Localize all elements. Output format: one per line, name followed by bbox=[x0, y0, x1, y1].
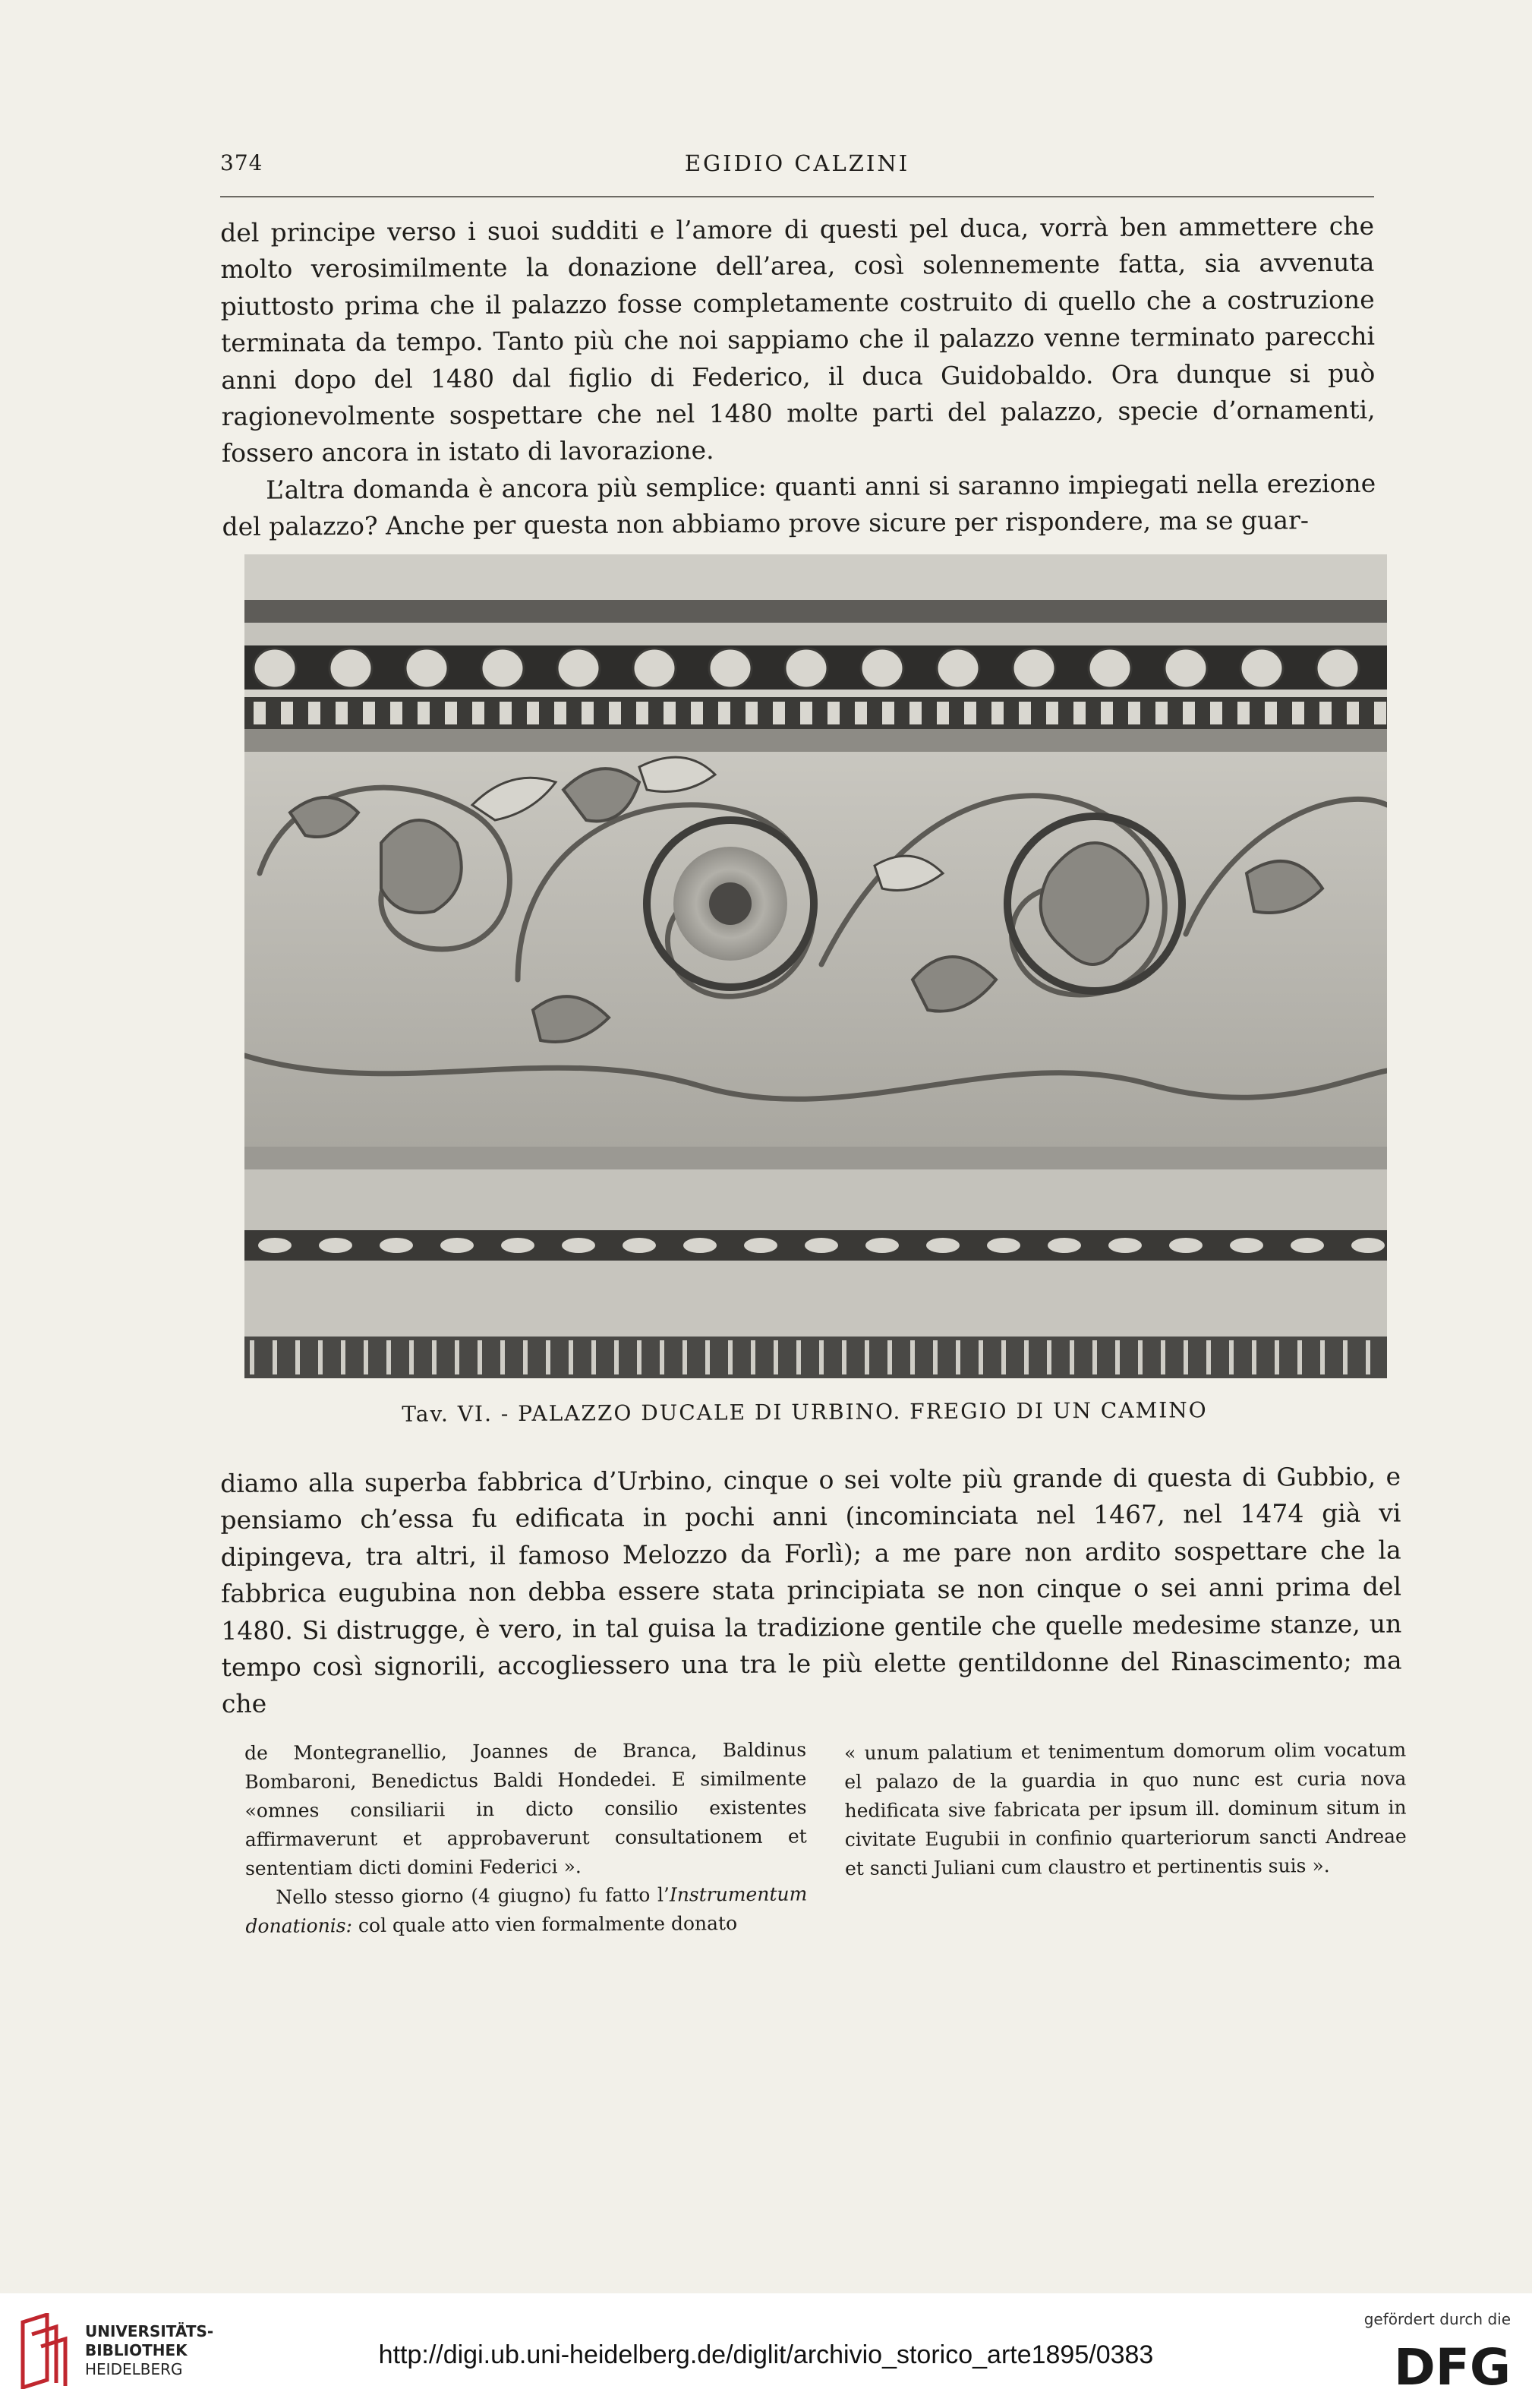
library-name-line: UNIVERSITÄTS- bbox=[85, 2322, 214, 2340]
funder-credit bbox=[1344, 2310, 1511, 2392]
footnote-italic-title: Instrumentum donationis: bbox=[245, 1883, 808, 1937]
frieze-relief-image bbox=[244, 554, 1387, 1378]
paragraph: L’altra domanda è ancora più semplice: quanti anni si saranno impiegati nella erezione del palazzo? Anche per questa non abbiamo prove sicure per rispondere, ma se guar- bbox=[222, 468, 1376, 542]
permalink-url[interactable]: http://digi.ub.uni-heidelberg.de/diglit/archivio_storico_arte1895/0383 bbox=[378, 2340, 1154, 2369]
page-number: 374 bbox=[220, 150, 263, 175]
body-text-bottom bbox=[220, 1459, 1402, 1723]
frieze-photograph bbox=[244, 554, 1387, 1378]
digitization-footer bbox=[0, 2293, 1532, 2408]
plate-caption: Tav. VI. - PALAZZO DUCALE DI URBINO. FREGIO DI UN CAMINO bbox=[402, 1397, 1208, 1427]
footnote-column-right bbox=[844, 1735, 1407, 1883]
library-name-line: BIBLIOTHEK bbox=[85, 2341, 188, 2359]
running-title: EGIDIO CALZINI bbox=[684, 150, 910, 176]
paragraph: del principe verso i suoi sudditi e l’amore di questi pel duca, vorrà ben ammettere che molto verosimilmente la donazione dell’area, così solennemente fatta, sia avvenuta piuttosto prima che il palazzo fosse completamente costruito di quello che a costruzione terminata da tempo. Tanto più che noi sappiamo che il palazzo venne terminato parecchi anni dopo del 1480 dal figlio di Federico, il duca Guidobaldo. Ora dunque si può ragionevolmente sospettare che nel 1480 molte parti del palazzo, specie d’ornamenti, fossero ancora in istato di lavorazione. bbox=[220, 210, 1376, 469]
footnote-text bbox=[245, 1879, 807, 1941]
footnote-text-part: Nello stesso giorno (4 giugno) fu fatto l’ bbox=[276, 1883, 670, 1908]
dfg-logo-icon bbox=[1367, 2339, 1511, 2392]
body-text-top bbox=[220, 208, 1376, 546]
footnote-text: de Montegranellio, Joannes de Branca, Baldinus Bombaroni, Benedictus Baldi Hondedei. E similmente «omnes consiliarii in dicto consilio existentes affirmaverunt et approbaverunt consultationem et sententiam dicti domini Federici ». bbox=[244, 1738, 807, 1879]
dfg-logo-text: DFG bbox=[1393, 2339, 1511, 2392]
footnote-text: « unum palatium et tenimentum domorum olim vocatum el palazo de la guardia in quo nunc est curia nova hedificata sive fabricata per ipsum ill. dominum situm in civitate Eugubii in confinio quarteriorum sancti Andreae et sancti Juliani cum claustro et pertinentis suis ». bbox=[844, 1738, 1407, 1879]
footnote-text-part: col quale atto vien formalmente donato bbox=[351, 1912, 738, 1937]
footnote-column-left bbox=[244, 1735, 808, 1941]
library-name-line: HEIDELBERG bbox=[85, 2360, 183, 2378]
funder-label: gefördert durch die bbox=[1363, 2310, 1511, 2328]
page-header bbox=[220, 150, 1374, 197]
paragraph: diamo alla superba fabbrica d’Urbino, cinque o sei volte più grande di questa di Gubbio, e pensiamo ch’essa fu edificata in pochi anni (incominciata nel 1467, nel 1474 già vi dipingeva, tra altri, il famoso Melozzo da Forlì); a me pare non ardito sospettare che la fabbrica eugubina non debba essere stata principiata se non cinque o sei anni prima del 1480. Si distrugge, è vero, in tal guisa la tradizione gentile che quelle medesime stanze, un tempo così signorili, accogliessero una tra le più elette gentildonne del Rinascimento; ma che bbox=[220, 1461, 1402, 1719]
